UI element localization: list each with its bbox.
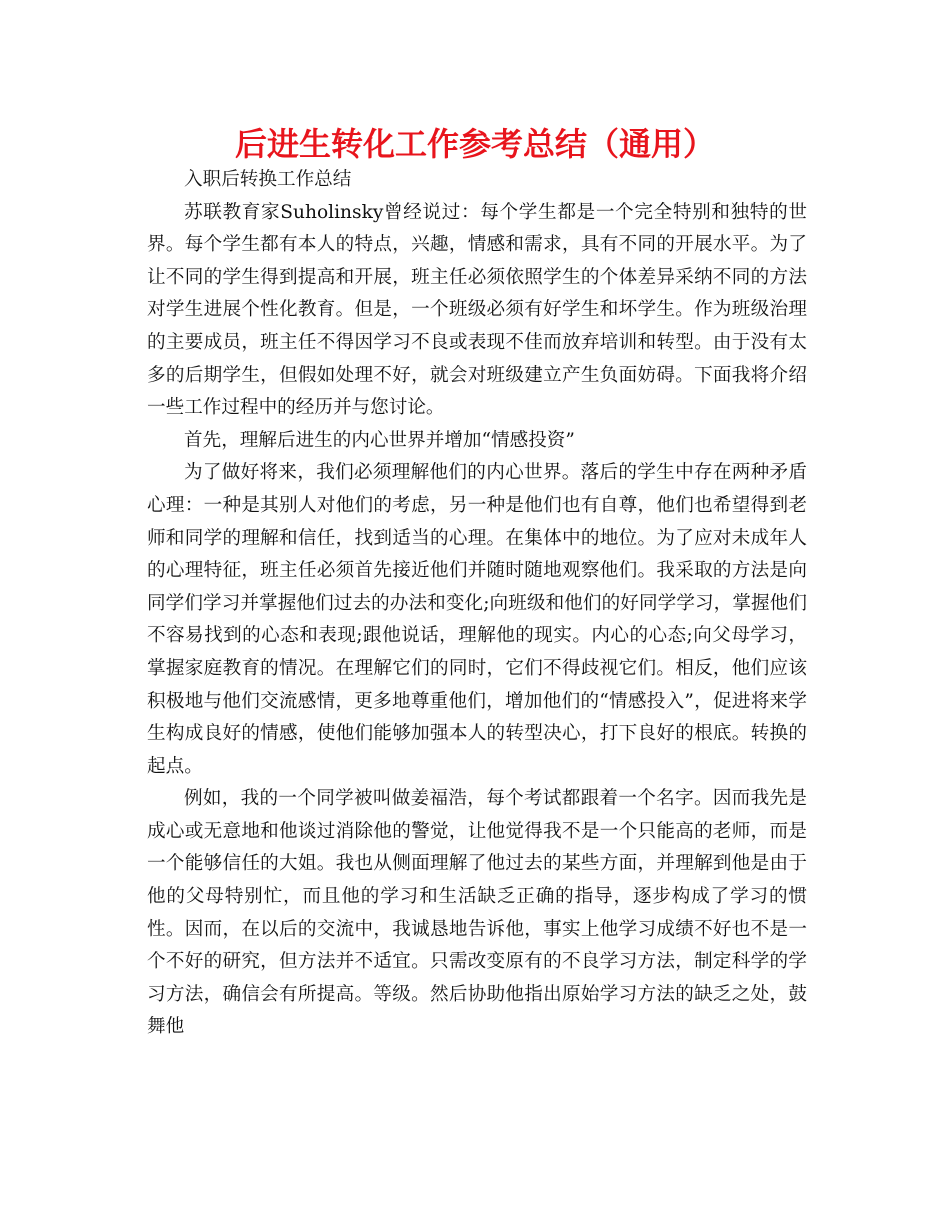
paragraph-example: 例如，我的一个同学被叫做姜福浩，每个考试都跟着一个名字。因而我先是成心或无意地和他谈过消除他的警觉，让他觉得我不是一个只能高的老师，而是一个能够信任的大姐。我也从侧面理解了他过去的某些方面，并理解到他是由于他的父母特别忙，而且他的学习和生活缺乏正确的指导，逐步构成了学习的惯性。因而，在以后的交流中，我诚恳地告诉他，事实上他学习成绩不好也不是一个不好的研究，但方法并不适宜。只需改变原有的不良学习方法，制定科学的学习方法，确信会有所提高。等级。然后协助他指出原始学习方法的缺乏之处，鼓舞他: [147, 788, 807, 1038]
paragraph-inner-world: 为了做好将来，我们必须理解他们的内心世界。落后的学生中存在两种矛盾心理：一种是其别人对他们的考虑，另一种是他们也有自尊，他们也希望得到老师和同学的理解和信任，找到适当的心理。在集体中的地位。为了应对未成年人的心理特征，班主任必须首先接近他们并随时随地观察他们。我采取的方法是向同学们学习并掌握他们过去的办法和变化;向班级和他们的好同学学习，掌握他们不容易找到的心态和表现;跟他说话，理解他的现实。内心的心态;向父母学习，掌握家庭教育的情况。在理解它们的同时，它们不得歧视它们。相反，他们应该积极地与他们交流感情，更多地尊重他们，增加他们的“情感投入”，促进将来学生构成良好的情感，使他们能够加强本人的转型决心，打下良好的根底。转换的起点。: [147, 462, 807, 777]
document-body: [147, 164, 807, 1044]
paragraph-heading-1: 首先，理解后进生的内心世界并增加“情感投资”: [184, 429, 575, 451]
document-title: 后进生转化工作参考总结（通用）: [234, 125, 715, 163]
paragraph-intro: 苏联教育家Suholinsky曾经说过：每个学生都是一个完全特别和独特的世界。每个学生都有本人的特点，兴趣，情感和需求，具有不同的开展水平。为了让不同的学生得到提高和开展，班主任必须依照学生的个体差异采纳不同的方法对学生进展个性化教育。但是，一个班级必须有好学生和坏学生。作为班级治理的主要成员，班主任不得因学习不良或表现不佳而放弃培训和转型。由于没有太多的后期学生，但假如处理不好，就会对班级建立产生负面妨碍。下面我将介绍一些工作过程中的经历并与您讨论。: [147, 201, 807, 419]
paragraph-subtitle: 入职后转换工作总结: [184, 169, 352, 190]
